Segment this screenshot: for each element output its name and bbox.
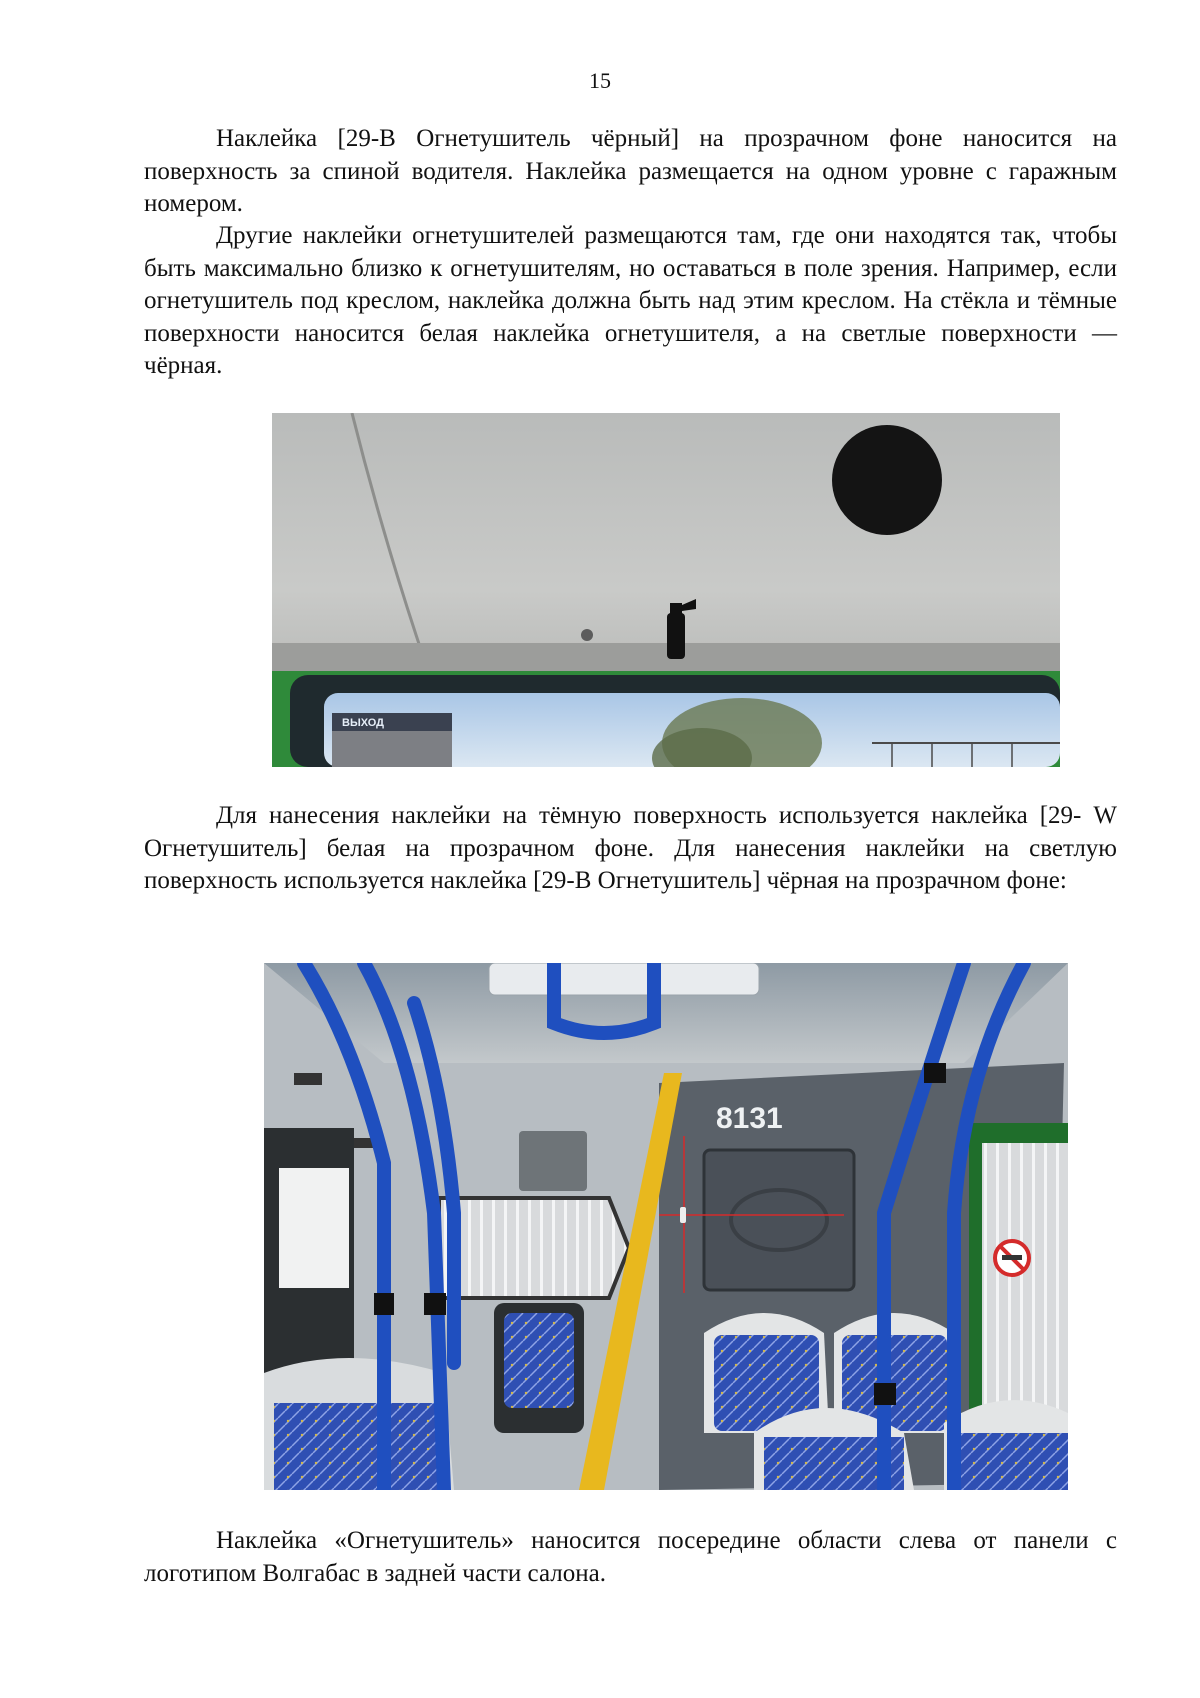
photo-bus-interior [264, 963, 1068, 1490]
page-number: 15 [589, 68, 611, 93]
paragraph-sticker-variants: Для нанесения наклейки на тёмную поверхность используется наклейка [29- W Огнетушитель] белая на прозрачном фоне. Для нанесения наклейки на светлую поверхность используется наклейка [29-B Огнетушитель] чёрная на прозрачном фоне: [144, 802, 1117, 894]
fire-extinguisher-icon [680, 1207, 686, 1223]
paragraph-other-stickers: Другие наклейки огнетушителей размещаются там, где они находятся так, чтобы быть максимально близко к огнетушителям, но оставаться в поле зрения. Например, если огнетушитель под креслом, наклейка должна быть над этим креслом. На стёкла и тёмные поверхности наносится белая наклейка огнетушителя, а на светлые поверхности — чёрная. [144, 222, 1117, 379]
paragraph-driver-sticker: Наклейка [29-B Огнетушитель чёрный] на прозрачном фоне наносится на поверхность за спиной водителя. Наклейка размещается на одном уровне с гаражным номером. [144, 125, 1117, 217]
paragraph-rear-sticker: Наклейка «Огнетушитель» наносится посередине области слева от панели с логотипом Волгабас в задней части салона. [144, 1527, 1117, 1587]
fleet-number: 8131 [716, 1102, 783, 1135]
photo-ceiling-panel [272, 413, 1060, 767]
no-smoking-icon [995, 1241, 1029, 1275]
exit-sign-text: ВЫХОД [342, 717, 385, 729]
